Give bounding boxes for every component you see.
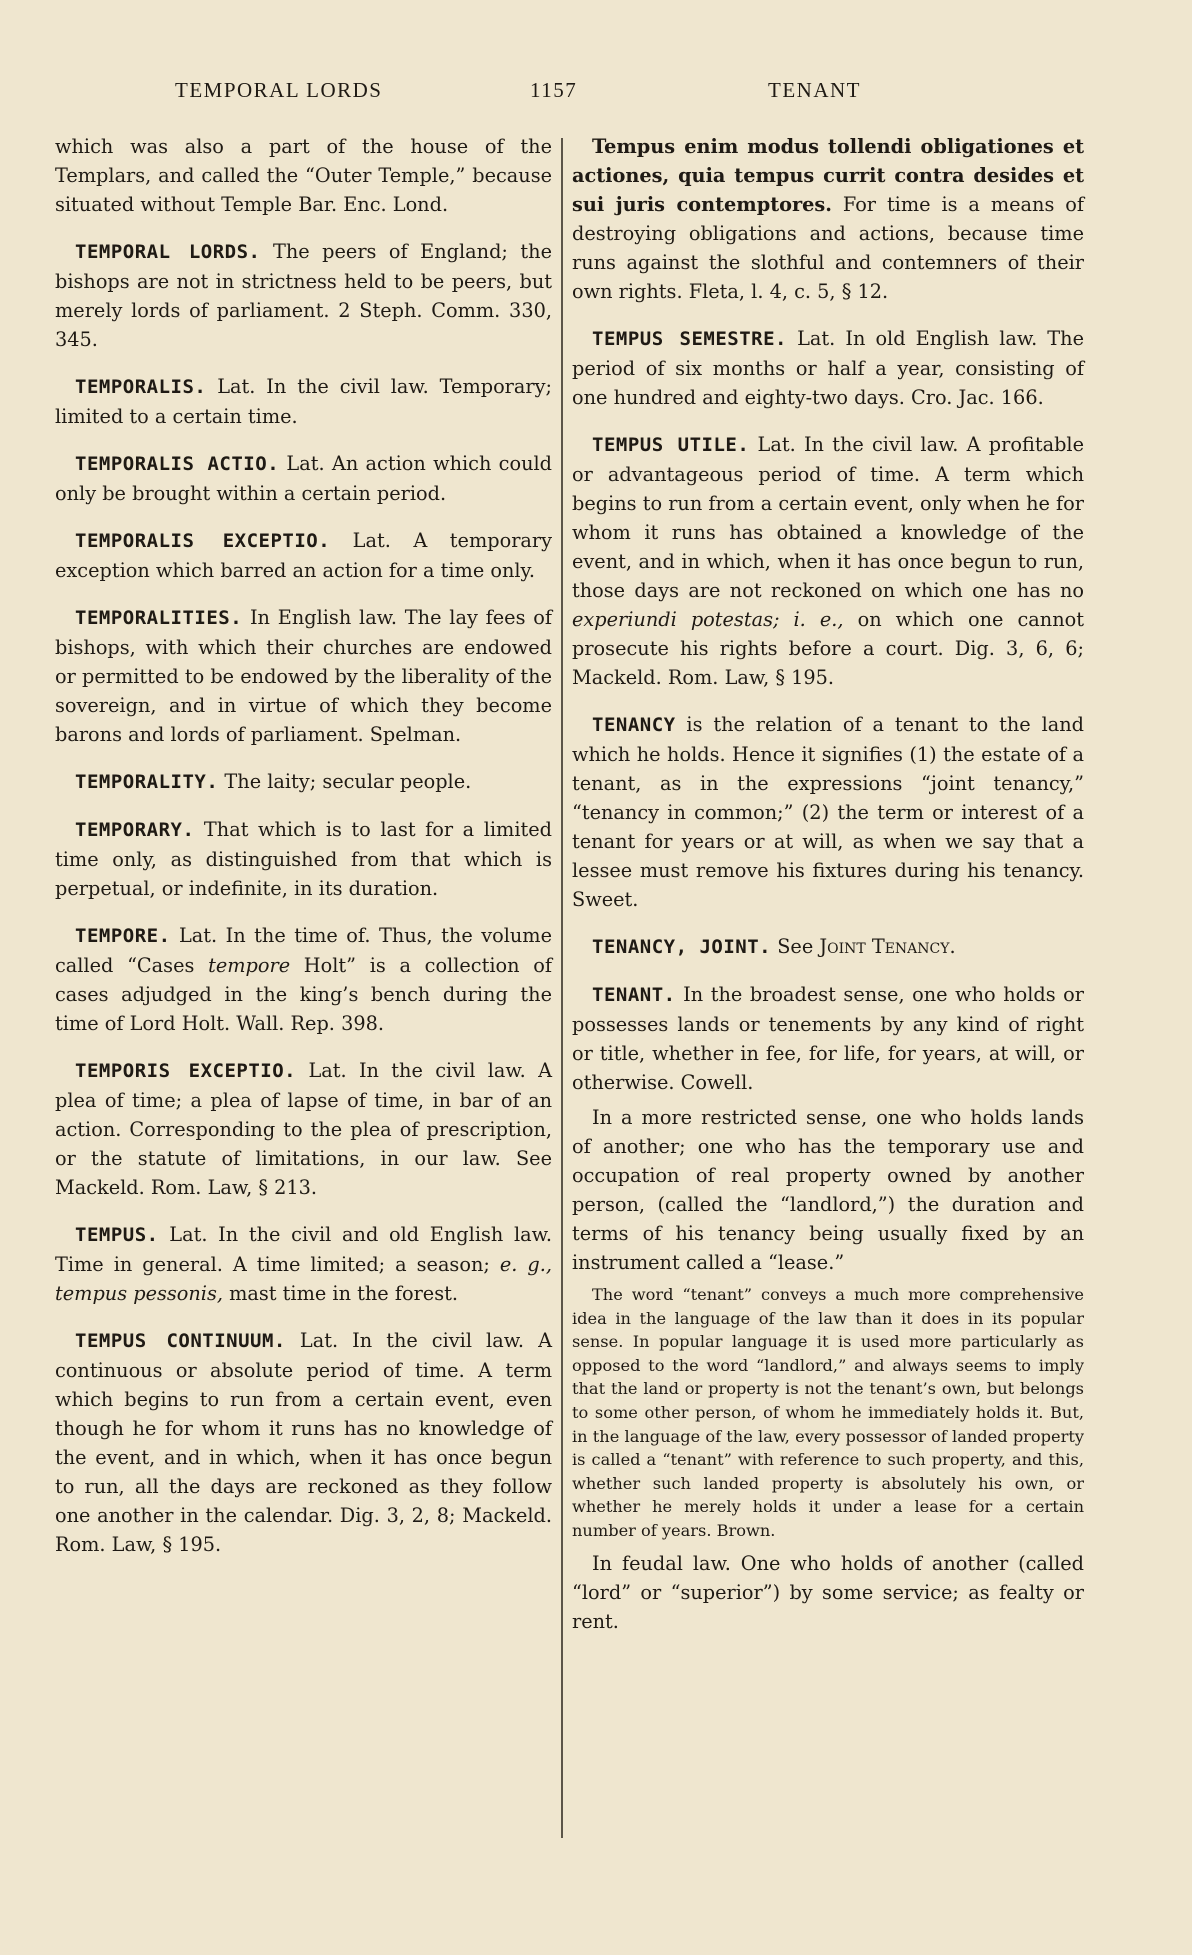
page-number: 1157 <box>530 78 578 102</box>
entry-body: In the broadest sense, one who holds or possesses lands or tenements by any kind of right or title, whether in fee, for life, for years, at will, or otherwise. Cowell. <box>572 983 1084 1094</box>
entry-body: See <box>771 935 820 958</box>
entry-body: Lat. In the civil law. Temporary; limited to a certain time. <box>55 375 552 428</box>
entry-body: Lat. An action which could only be brought within a certain period. <box>55 452 552 505</box>
entry-headword: TENANCY, JOINT. <box>592 936 772 958</box>
entry-headword: TEMPORIS EXCEPTIO. <box>75 1060 297 1082</box>
entry-body: which was also a part of the house of the Templars, and called the “Outer Temple,” because situated without Temple Bar. Enc. Lond. <box>55 135 552 216</box>
cross-reference: Joint Tenancy. <box>819 935 956 958</box>
entry-tempus-continuum <box>55 1326 552 1559</box>
left-column <box>55 132 552 1577</box>
entry-temporalis-actio <box>55 449 552 508</box>
entry-headword: TENANT. <box>592 984 676 1006</box>
entry-headword: TEMPORALIS EXCEPTIO. <box>75 530 331 552</box>
entry-headword: TENANCY <box>592 714 676 736</box>
entry-body: That which is to last for a limited time only, as distinguished from that which is perpetual, or indefinite, in its duration. <box>55 818 552 900</box>
right-column <box>572 132 1084 1654</box>
entry-temporalis <box>55 372 552 431</box>
entry-tempus-utile <box>572 430 1084 692</box>
entry-headword: TEMPORALIS ACTIO. <box>75 453 280 475</box>
entry-body: The laity; secular people. <box>218 770 472 793</box>
entry-body: Lat. In the civil law. A continuous or absolute period of time. A term which begins to run from a certain event, even though he for whom it runs has no knowledge of the event, and in which, when it has once begun to run, all the days are reckoned as they follow one another in the calendar. Dig. 3, 2, 8; Mackeld. Rom. Law, § 195. <box>55 1329 552 1556</box>
entry-italic-term: experiundi potestas; i. e., <box>572 608 844 631</box>
header-left-guide-word: TEMPORAL LORDS <box>175 78 383 102</box>
entry-body: Lat. In the time of. Thus, the volume called “Cases <box>55 924 552 977</box>
running-header <box>0 78 1192 108</box>
entry-body: Lat. In the civil and old English law. Time in general. A time limited; a season; <box>55 1223 552 1276</box>
entry-temporalities <box>55 603 552 749</box>
entry-headword: TEMPORAL LORDS. <box>75 241 261 263</box>
entry-headword: TEMPUS. <box>75 1224 159 1246</box>
entry-tenant <box>572 980 1084 1097</box>
entry-body: Lat. A temporary exception which barred an action for a time only. <box>55 529 553 582</box>
entry-tempus <box>55 1220 552 1308</box>
entry-tenant-note <box>572 1283 1084 1543</box>
entry-body: is the relation of a tenant to the land which he holds. Hence it signifies (1) the estate of a tenant, as in the expressions “joint tenancy,” “tenancy in common;” (2) the term or interest of a tenant for years or at will, as when we say that a lessee must remove his fixtures during his tenancy. Sweet. <box>572 713 1084 911</box>
entry-body: Lat. In the civil law. A profitable or advantageous period of time. A term which begins to run from a certain event, only when he for whom it runs has obtained a knowledge of the event, and in which, when it has once begun to run, those days are not reckoned on which one has no <box>572 433 1084 602</box>
header-right-guide-word: TENANT <box>768 78 861 102</box>
entry-temporal-lords <box>55 237 552 354</box>
entry-tenant-restricted-sense <box>572 1103 1084 1277</box>
entry-continuation <box>55 132 552 219</box>
entry-tenancy <box>572 710 1084 914</box>
entry-headword: TEMPORALITY. <box>75 771 219 793</box>
entry-body: Holt” is a collection of cases adjudged in the king’s bench during the time of Lord Holt. Wall. Rep. 398. <box>55 954 552 1035</box>
entry-body: The peers of England; the bishops are not in strictness held to be peers, but merely lords of parliament. 2 Steph. Comm. 330, 345. <box>55 240 553 351</box>
entry-body: on which one cannot prosecute his rights before a court. Dig. 3, 6, 6; Mackeld. Rom. Law, § 195. <box>572 608 1084 689</box>
entry-tenancy-joint <box>572 932 1084 962</box>
entry-headword: TEMPORALIS. <box>75 376 207 398</box>
entry-headword: TEMPORARY. <box>75 819 195 841</box>
entry-temporis-exceptio <box>55 1056 552 1202</box>
entry-headword: TEMPUS UTILE. <box>592 434 750 456</box>
entry-tenant-feudal <box>572 1549 1084 1636</box>
entry-temporality <box>55 767 552 797</box>
entry-headword: TEMPORALITIES. <box>75 607 243 629</box>
entry-headword: TEMPUS CONTINUUM. <box>75 1330 286 1352</box>
entry-body: The word “tenant” conveys a much more comprehensive idea in the language of the law than it does in its popular sense. In popular language it is used more particularly as opposed to the word “landlord,” and always seems to imply that the land or property is not the tenant’s own, but belongs to some other person, of whom he immediately holds it. But, in the language of the law, every possessor of landed property is called a “tenant” with reference to such property, and this, whether such landed property is absolutely his own, or whether he merely holds it under a lease for a certain number of years. Brown. <box>572 1285 1084 1540</box>
entry-body: Lat. In old English law. The period of six months or half a year, consisting of one hundred and eighty-two days. Cro. Jac. 166. <box>572 327 1084 409</box>
entry-temporalis-exceptio <box>55 526 552 585</box>
column-divider <box>561 138 563 1838</box>
entry-body: mast time in the forest. <box>223 1282 458 1305</box>
entry-body: In English law. The lay fees of bishops, with which their churches are endowed or permitted to be endowed by the liberality of the sovereign, and in virtue of which they become barons and lords of parliament. Spelman. <box>55 606 552 746</box>
entry-body: Lat. In the civil law. A plea of time; a plea of lapse of time, in bar of an action. Corresponding to the plea of prescription, or the statute of limitations, in our law. See Mackeld. Rom. Law, § 213. <box>55 1059 552 1199</box>
entry-body: In a more restricted sense, one who holds lands of another; one who has the temporary use and occupation of real property owned by another person, (called the “landlord,”) the duration and terms of his tenancy being usually fixed by an instrument called a “lease.” <box>572 1106 1084 1274</box>
entry-italic-term: e. g., tempus pessonis, <box>55 1253 552 1305</box>
entry-temporary <box>55 815 552 903</box>
entry-body: In feudal law. One who holds of another (called “lord” or “superior”) by some service; as fealty or rent. <box>572 1551 1084 1633</box>
entry-maxim-tempus-enim <box>572 132 1084 306</box>
entry-tempus-semestre <box>572 324 1084 412</box>
entry-tempore <box>55 921 552 1038</box>
entry-headword: TEMPUS SEMESTRE. <box>592 328 787 350</box>
entry-headword: TEMPORE. <box>75 925 171 947</box>
entry-italic-term: tempore <box>208 954 291 977</box>
entry-body: For time is a means of destroying obligations and actions, because time runs against the slothful and contemners of their own rights. Fleta, l. 4, c. 5, § 12. <box>572 193 1084 303</box>
maxim-text: Tempus enim modus tollendi obligationes et actiones, quia tempus currit contra desides et sui juris contemptores. <box>572 135 1084 216</box>
